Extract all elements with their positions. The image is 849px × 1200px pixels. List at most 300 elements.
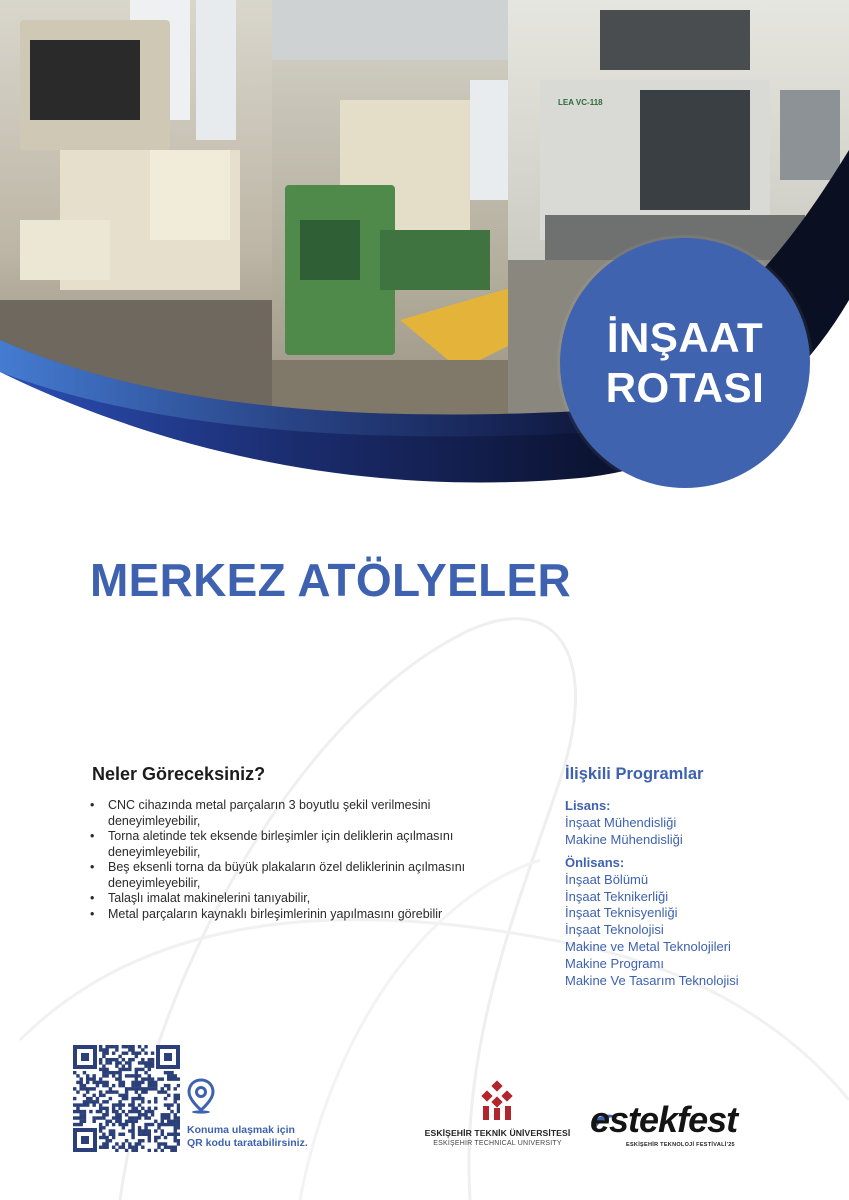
qr-module — [89, 1087, 92, 1090]
qr-module — [79, 1120, 82, 1123]
qr-module — [122, 1045, 125, 1048]
qr-module — [154, 1129, 157, 1132]
qr-module — [138, 1133, 141, 1136]
qr-module — [105, 1084, 108, 1087]
qr-module — [167, 1123, 170, 1126]
qr-module — [135, 1051, 138, 1054]
qr-module — [138, 1081, 141, 1084]
qr-module — [157, 1123, 160, 1126]
qr-module — [96, 1081, 99, 1084]
qr-module — [115, 1061, 118, 1064]
qr-module — [115, 1048, 118, 1051]
qr-module — [177, 1123, 180, 1126]
qr-module — [135, 1081, 138, 1084]
qr-module — [131, 1051, 134, 1054]
qr-module — [164, 1097, 167, 1100]
qr-module — [118, 1100, 121, 1103]
qr-module — [144, 1061, 147, 1064]
qr-module — [115, 1113, 118, 1116]
qr-module — [96, 1097, 99, 1100]
qr-module — [118, 1061, 121, 1064]
qr-module — [141, 1097, 144, 1100]
qr-module — [151, 1064, 154, 1067]
qr-module — [174, 1123, 177, 1126]
qr-module — [89, 1097, 92, 1100]
qr-module — [174, 1116, 177, 1119]
qr-module — [148, 1081, 151, 1084]
qr-module — [105, 1048, 108, 1051]
qr-module — [92, 1074, 95, 1077]
qr-module — [83, 1087, 86, 1090]
qr-module — [144, 1123, 147, 1126]
qr-module — [83, 1116, 86, 1119]
qr-module — [138, 1126, 141, 1129]
qr-module — [99, 1058, 102, 1061]
qr-module — [135, 1074, 138, 1077]
qr-module — [167, 1113, 170, 1116]
qr-module — [83, 1103, 86, 1106]
list-item — [90, 891, 520, 907]
qr-module — [99, 1129, 102, 1132]
qr-module — [174, 1094, 177, 1097]
qr-module — [170, 1103, 173, 1106]
qr-module — [115, 1071, 118, 1074]
qr-module — [138, 1068, 141, 1071]
qr-module — [128, 1045, 131, 1048]
qr-module — [96, 1116, 99, 1119]
qr-module — [131, 1084, 134, 1087]
qr-module — [105, 1142, 108, 1145]
qr-module — [135, 1097, 138, 1100]
qr-module — [105, 1058, 108, 1061]
qr-module — [83, 1110, 86, 1113]
qr-module — [99, 1107, 102, 1110]
qr-module — [112, 1090, 115, 1093]
qr-module — [122, 1142, 125, 1145]
qr-module — [177, 1139, 180, 1142]
qr-module — [115, 1120, 118, 1123]
qr-module — [138, 1084, 141, 1087]
qr-module — [154, 1139, 157, 1142]
qr-module — [174, 1146, 177, 1149]
qr-module — [109, 1061, 112, 1064]
qr-module — [112, 1045, 115, 1048]
qr-module — [83, 1094, 86, 1097]
qr-module — [118, 1055, 121, 1058]
qr-module — [118, 1077, 121, 1080]
qr-module — [154, 1120, 157, 1123]
qr-module — [148, 1064, 151, 1067]
qr-module — [174, 1087, 177, 1090]
program-item: Makine ve Metal Teknolojileri — [565, 938, 731, 954]
qr-module — [157, 1126, 160, 1129]
qr-module — [73, 1116, 76, 1119]
qr-module — [102, 1142, 105, 1145]
qr-module — [170, 1123, 173, 1126]
qr-code[interactable] — [73, 1045, 180, 1152]
qr-module — [131, 1048, 134, 1051]
list-item-line1: Metal parçaların kaynaklı birleşimlerinin yapılmasını görebilir — [108, 906, 443, 921]
qr-module — [118, 1103, 121, 1106]
qr-module — [118, 1133, 121, 1136]
qr-module — [167, 1107, 170, 1110]
qr-module — [141, 1087, 144, 1090]
qr-module — [141, 1058, 144, 1061]
qr-module — [118, 1123, 121, 1126]
qr-module — [177, 1120, 180, 1123]
qr-module — [161, 1113, 164, 1116]
qr-module — [148, 1087, 151, 1090]
qr-module — [151, 1110, 154, 1113]
route-badge-line1: İNŞAAT — [606, 314, 764, 361]
qr-module — [125, 1123, 128, 1126]
qr-module — [118, 1120, 121, 1123]
university-name-en: ESKİŞEHİR TECHNICAL UNIVERSITY — [433, 1140, 562, 1147]
qr-module — [109, 1129, 112, 1132]
qr-module — [138, 1094, 141, 1097]
qr-module — [161, 1129, 164, 1132]
qr-module — [105, 1090, 108, 1093]
qr-module — [157, 1146, 160, 1149]
qr-module — [148, 1100, 151, 1103]
qr-module — [118, 1074, 121, 1077]
qr-module — [122, 1146, 125, 1149]
qr-module — [174, 1100, 177, 1103]
qr-module — [122, 1126, 125, 1129]
qr-module — [148, 1136, 151, 1139]
qr-module — [131, 1123, 134, 1126]
qr-module — [96, 1084, 99, 1087]
qr-module — [109, 1097, 112, 1100]
qr-module — [131, 1045, 134, 1048]
qr-module — [157, 1077, 160, 1080]
qr-module — [177, 1077, 180, 1080]
qr-module — [141, 1139, 144, 1142]
qr-module — [164, 1142, 167, 1145]
qr-module — [115, 1110, 118, 1113]
qr-module — [79, 1110, 82, 1113]
qr-module — [99, 1090, 102, 1093]
bullet: • — [90, 860, 95, 874]
list-item — [90, 829, 520, 860]
qr-module — [125, 1094, 128, 1097]
list-item — [90, 860, 520, 891]
machine-label: LEA VC-118 — [558, 98, 603, 107]
qr-module — [99, 1146, 102, 1149]
qr-module — [174, 1139, 177, 1142]
qr-module — [174, 1149, 177, 1152]
qr-module — [161, 1149, 164, 1152]
qr-module — [105, 1123, 108, 1126]
qr-module — [141, 1100, 144, 1103]
qr-module — [135, 1110, 138, 1113]
qr-module — [138, 1103, 141, 1106]
qr-module — [128, 1048, 131, 1051]
qr-module — [125, 1149, 128, 1152]
qr-module — [138, 1113, 141, 1116]
qr-module — [131, 1126, 134, 1129]
qr-module — [125, 1061, 128, 1064]
qr-module — [76, 1123, 79, 1126]
qr-module — [105, 1081, 108, 1084]
qr-module — [164, 1123, 167, 1126]
qr-module — [131, 1074, 134, 1077]
qr-module — [122, 1051, 125, 1054]
qr-module — [131, 1129, 134, 1132]
qr-module — [138, 1051, 141, 1054]
qr-module — [102, 1100, 105, 1103]
qr-module — [154, 1107, 157, 1110]
qr-module — [141, 1107, 144, 1110]
qr-module — [105, 1068, 108, 1071]
qr-module — [164, 1116, 167, 1119]
qr-module — [99, 1077, 102, 1080]
bullet: • — [90, 829, 95, 843]
qr-module — [112, 1146, 115, 1149]
qr-module — [125, 1097, 128, 1100]
qr-module — [109, 1045, 112, 1048]
qr-module — [92, 1081, 95, 1084]
qr-module — [131, 1110, 134, 1113]
festival-logo — [590, 1100, 790, 1160]
qr-module — [131, 1116, 134, 1119]
onlisans-programs — [565, 855, 739, 989]
qr-module — [76, 1074, 79, 1077]
qr-module — [118, 1084, 121, 1087]
qr-module — [73, 1123, 76, 1126]
qr-module — [92, 1103, 95, 1106]
qr-module — [122, 1064, 125, 1067]
qr-module — [92, 1077, 95, 1080]
qr-module — [112, 1110, 115, 1113]
qr-module — [128, 1058, 131, 1061]
qr-module — [92, 1100, 95, 1103]
see-section-heading: Neler Göreceksiniz? — [92, 764, 266, 784]
qr-module — [115, 1077, 118, 1080]
qr-module — [167, 1116, 170, 1119]
qr-module — [102, 1064, 105, 1067]
qr-module — [99, 1103, 102, 1106]
qr-module — [105, 1045, 108, 1048]
qr-module — [151, 1084, 154, 1087]
qr-module — [92, 1120, 95, 1123]
qr-module — [148, 1149, 151, 1152]
qr-module — [122, 1081, 125, 1084]
bullet: • — [90, 906, 95, 921]
program-item: İnşaat Mühendisliği — [565, 814, 677, 830]
qr-module — [148, 1133, 151, 1136]
qr-module — [151, 1061, 154, 1064]
qr-module — [135, 1071, 138, 1074]
qr-module — [167, 1077, 170, 1080]
qr-module — [105, 1146, 108, 1149]
qr-module — [118, 1068, 121, 1071]
qr-module — [128, 1116, 131, 1119]
qr-module — [154, 1084, 157, 1087]
qr-module — [115, 1064, 118, 1067]
qr-module — [99, 1123, 102, 1126]
qr-module — [167, 1087, 170, 1090]
qr-module — [122, 1110, 125, 1113]
qr-module — [131, 1136, 134, 1139]
qr-module — [79, 1103, 82, 1106]
qr-module — [141, 1133, 144, 1136]
qr-module — [86, 1097, 89, 1100]
qr-module — [99, 1094, 102, 1097]
qr-module — [177, 1116, 180, 1119]
qr-module — [170, 1149, 173, 1152]
qr-module — [99, 1110, 102, 1113]
qr-module — [144, 1090, 147, 1093]
qr-module — [86, 1074, 89, 1077]
university-emblem-icon — [475, 1080, 519, 1124]
qr-module — [135, 1142, 138, 1145]
qr-module — [135, 1087, 138, 1090]
qr-module — [144, 1064, 147, 1067]
qr-module — [96, 1100, 99, 1103]
qr-module — [99, 1045, 102, 1048]
qr-module — [161, 1116, 164, 1119]
qr-module — [122, 1068, 125, 1071]
qr-module — [144, 1045, 147, 1048]
qr-module — [161, 1133, 164, 1136]
qr-module — [99, 1048, 102, 1051]
qr-module — [112, 1074, 115, 1077]
qr-module — [177, 1126, 180, 1129]
qr-module — [115, 1045, 118, 1048]
qr-module — [154, 1100, 157, 1103]
qr-module — [167, 1146, 170, 1149]
qr-module — [79, 1077, 82, 1080]
qr-module — [135, 1090, 138, 1093]
program-item: Makine Programı — [565, 955, 664, 971]
qr-module — [102, 1071, 105, 1074]
qr-module — [76, 1107, 79, 1110]
qr-module — [105, 1061, 108, 1064]
qr-module — [83, 1113, 86, 1116]
qr-module — [109, 1139, 112, 1142]
list-item-line1: CNC cihazında metal parçaların 3 boyutlu şekil verilmesini — [108, 798, 431, 812]
qr-module — [73, 1071, 76, 1074]
qr-module — [161, 1120, 164, 1123]
qr-module — [76, 1116, 79, 1119]
qr-module — [144, 1110, 147, 1113]
qr-module — [144, 1129, 147, 1132]
qr-module — [135, 1146, 138, 1149]
qr-module — [102, 1107, 105, 1110]
qr-module — [138, 1129, 141, 1132]
qr-module — [125, 1090, 128, 1093]
qr-module — [83, 1120, 86, 1123]
qr-module — [109, 1058, 112, 1061]
qr-module — [141, 1048, 144, 1051]
qr-module — [164, 1113, 167, 1116]
qr-module — [73, 1103, 76, 1106]
qr-module — [109, 1120, 112, 1123]
location-pin-icon — [187, 1078, 215, 1114]
qr-module — [105, 1110, 108, 1113]
university-logo — [420, 1080, 575, 1152]
qr-module — [86, 1100, 89, 1103]
qr-module — [138, 1116, 141, 1119]
qr-module — [154, 1087, 157, 1090]
qr-module — [167, 1133, 170, 1136]
list-item-line1: Beş eksenli torna da büyük plakaların özel deliklerinin açılmasını — [108, 860, 466, 874]
qr-module — [138, 1142, 141, 1145]
qr-module — [177, 1107, 180, 1110]
qr-module — [141, 1077, 144, 1080]
qr-module — [99, 1136, 102, 1139]
qr-module — [144, 1071, 147, 1074]
program-item: İnşaat Teknisyenliği — [565, 905, 678, 921]
qr-module — [157, 1090, 160, 1093]
qr-module — [177, 1097, 180, 1100]
qr-module — [96, 1110, 99, 1113]
qr-module — [112, 1103, 115, 1106]
qr-module — [115, 1142, 118, 1145]
qr-module — [118, 1071, 121, 1074]
qr-module — [144, 1113, 147, 1116]
lisans-label: Lisans: — [565, 798, 611, 813]
qr-module — [86, 1077, 89, 1080]
qr-module — [112, 1071, 115, 1074]
qr-module — [154, 1149, 157, 1152]
qr-module — [138, 1074, 141, 1077]
qr-module — [174, 1126, 177, 1129]
qr-module — [79, 1084, 82, 1087]
qr-module — [151, 1081, 154, 1084]
qr-module — [144, 1126, 147, 1129]
qr-module — [151, 1058, 154, 1061]
qr-module — [164, 1071, 167, 1074]
qr-module — [83, 1071, 86, 1074]
qr-module — [115, 1116, 118, 1119]
qr-module — [105, 1074, 108, 1077]
qr-module — [102, 1068, 105, 1071]
qr-module — [102, 1133, 105, 1136]
qr-module — [89, 1100, 92, 1103]
hero-photo-collage — [0, 0, 849, 500]
qr-module — [83, 1100, 86, 1103]
qr-module — [170, 1120, 173, 1123]
qr-module — [102, 1084, 105, 1087]
qr-caption-line2: QR kodu taratabilirsiniz. — [187, 1137, 308, 1149]
qr-module — [128, 1129, 131, 1132]
qr-module — [79, 1123, 82, 1126]
qr-module — [99, 1116, 102, 1119]
qr-module — [122, 1103, 125, 1106]
qr-module — [105, 1136, 108, 1139]
qr-module — [174, 1133, 177, 1136]
qr-module — [144, 1116, 147, 1119]
qr-module — [170, 1077, 173, 1080]
qr-module — [161, 1142, 164, 1145]
qr-module — [122, 1094, 125, 1097]
qr-module — [128, 1103, 131, 1106]
qr-module — [115, 1103, 118, 1106]
qr-module — [167, 1084, 170, 1087]
qr-module — [79, 1087, 82, 1090]
qr-caption — [187, 1124, 327, 1150]
qr-module — [128, 1146, 131, 1149]
qr-module — [154, 1081, 157, 1084]
onlisans-label: Önlisans: — [565, 855, 625, 870]
qr-module — [112, 1058, 115, 1061]
qr-module — [144, 1087, 147, 1090]
programs-heading: İlişkili Programlar — [565, 765, 704, 783]
qr-module — [177, 1094, 180, 1097]
qr-module — [112, 1084, 115, 1087]
